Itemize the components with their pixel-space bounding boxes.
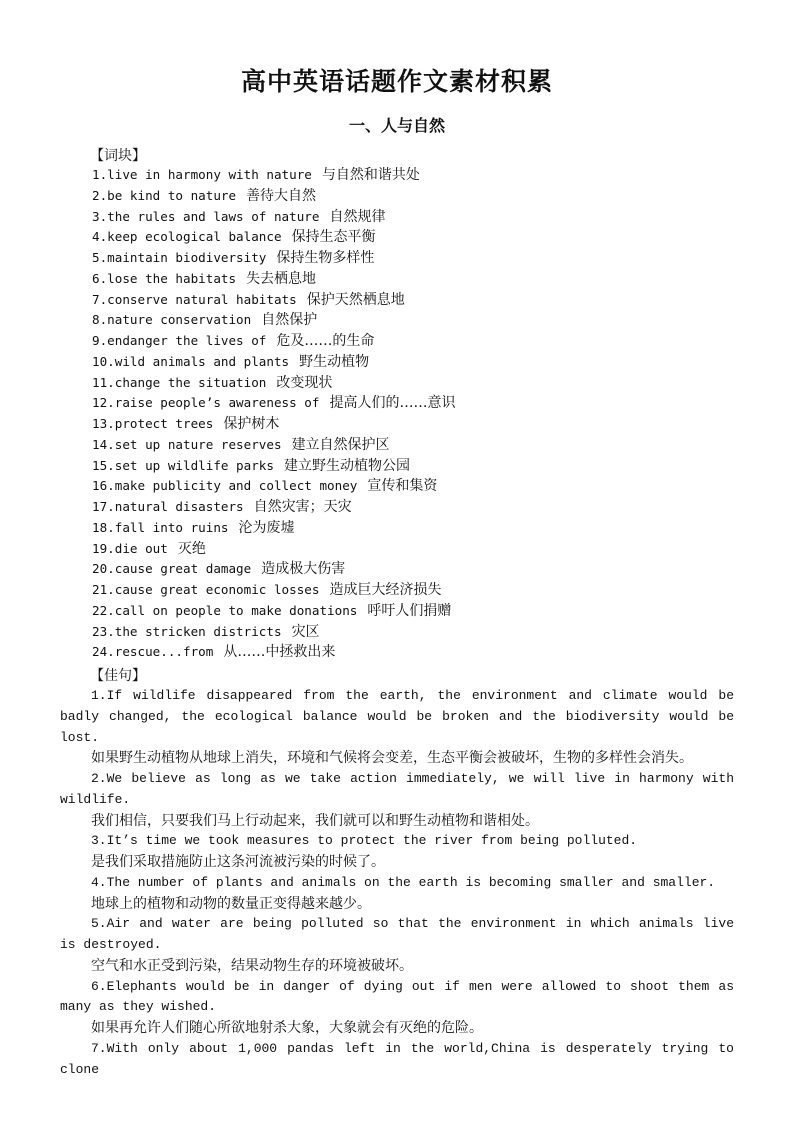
sentences-heading: 【佳句】 (90, 668, 146, 684)
sentence-english: 4.The number of plants and animals on the earth is becoming smaller and smaller. (91, 874, 716, 890)
phrase-english: 21.cause great economic losses (92, 582, 320, 597)
phrase-english: 3.the rules and laws of nature (92, 208, 320, 224)
sentence-item (60, 769, 734, 831)
phrase-item (92, 435, 455, 456)
phrase-chinese: 自然保护 (261, 312, 318, 329)
phrase-english: 7.conserve natural habitats (92, 291, 297, 307)
phrase-item (92, 269, 455, 290)
sentence-english: 6.Elephants would be in danger of dying out if men were allowed to shoot them as many as they wished. (60, 978, 734, 1015)
phrase-english: 6.lose the habitats (92, 270, 237, 286)
phrase-chinese: 与自然和谐共处 (321, 167, 420, 183)
phrase-chinese: 保持生物多样性 (276, 250, 375, 266)
phrase-english: 15.set up wildlife parks (92, 457, 274, 473)
phrase-chinese: 沦为废墟 (238, 519, 295, 536)
phrase-item (92, 290, 455, 311)
phrase-english: 17.natural disasters (92, 499, 244, 514)
sentence-item (60, 1039, 734, 1081)
phrase-english: 24.rescue...from (92, 644, 214, 660)
phrase-item (92, 310, 455, 331)
sentence-chinese: 空气和水正受到污染，结果动物生存的环境被破坏。 (91, 957, 413, 974)
phrase-item (92, 476, 455, 497)
sentence-list (60, 686, 734, 1080)
sentence-item (60, 873, 734, 915)
phrase-english: 14.set up nature reserves (92, 436, 282, 452)
phrase-chinese: 保持生态平衡 (291, 229, 376, 246)
sentence-chinese: 是我们采取措施防止这条河流被污染的时候了。 (91, 854, 385, 870)
phrase-chinese: 改变现状 (276, 374, 333, 391)
phrase-chinese: 造成极大伤害 (261, 561, 346, 578)
sentence-chinese: 地球上的植物和动物的数量正变得越来越少。 (91, 895, 371, 912)
phrase-english: 4.keep ecological balance (92, 229, 282, 245)
phrase-english: 16.make publicity and collect money (92, 478, 358, 494)
sentence-item (60, 977, 734, 1039)
phrase-english: 19.die out (92, 540, 168, 556)
phrase-item (92, 622, 455, 643)
sentence-item (60, 686, 734, 769)
phrase-item (92, 580, 455, 601)
sentence-item (60, 914, 734, 976)
phrase-item (92, 414, 455, 435)
phrase-chinese: 呼吁人们捐赠 (367, 602, 452, 619)
phrase-item (92, 456, 455, 477)
sentence-item (60, 831, 734, 873)
phrase-chinese: 自然规律 (329, 208, 386, 225)
sentence-english: 2.We believe as long as we take action immediately, we will live in harmony with wildlife. (60, 771, 734, 807)
phrase-english: 18.fall into ruins (92, 519, 229, 535)
phrase-chinese: 造成巨大经济损失 (329, 582, 442, 598)
phrase-item (92, 518, 455, 539)
phrase-item (92, 497, 455, 518)
phrase-item (92, 186, 455, 207)
phrase-item (92, 559, 455, 580)
phrase-chinese: 灾区 (291, 623, 320, 640)
phrase-english: 5.maintain biodiversity (92, 250, 267, 265)
phrase-english: 11.change the situation (92, 374, 267, 390)
phrase-chinese: 建立野生动植物公园 (283, 457, 410, 474)
phrase-chinese: 宣传和集资 (367, 478, 438, 495)
phrases-heading: 【词块】 (90, 148, 146, 164)
phrase-item (92, 165, 455, 186)
phrase-english: 9.endanger the lives of (92, 333, 267, 348)
phrase-english: 23.the stricken districts (92, 623, 282, 639)
phrase-item (92, 373, 455, 394)
phrase-chinese: 保护树木 (223, 416, 280, 432)
phrase-item (92, 248, 455, 269)
phrase-chinese: 提高人们的……意识 (329, 395, 456, 412)
phrase-english: 22.call on people to make donations (92, 602, 358, 618)
sentence-english: 3.It’s time we took measures to protect the river from being polluted. (91, 833, 638, 849)
phrase-chinese: 失去栖息地 (246, 270, 317, 287)
phrase-english: 12.raise people’s awareness of (92, 395, 320, 411)
phrase-english: 10.wild animals and plants (92, 353, 290, 369)
phrase-chinese: 危及……的生命 (276, 333, 375, 349)
phrase-english: 2.be kind to nature (92, 187, 237, 203)
phrase-item (92, 642, 455, 663)
phrase-chinese: 从……中拯救出来 (223, 644, 336, 661)
phrase-item (92, 331, 455, 352)
phrase-chinese: 自然灾害；天灾 (253, 499, 352, 515)
phrase-english: 8.nature conservation (92, 312, 252, 328)
phrase-chinese: 野生动植物 (299, 353, 370, 370)
phrase-item (92, 207, 455, 228)
section-title: 一、人与自然 (348, 116, 445, 135)
sentence-english: 7.With only about 1,000 pandas left in the world,China is desperately trying to clone (60, 1040, 734, 1077)
phrase-item (92, 393, 455, 414)
phrase-english: 13.protect trees (92, 416, 214, 431)
sentence-english: 5.Air and water are being polluted so that the environment in which animals live is destroyed. (60, 916, 734, 952)
phrase-english: 1.live in harmony with nature (92, 167, 312, 182)
sentence-chinese: 如果野生动植物从地球上消失，环境和气候将会变差，生态平衡会被破坏，生物的多样性会消失。 (91, 750, 693, 767)
phrase-item (92, 539, 455, 560)
sentence-chinese: 如果再允许人们随心所欲地射杀大象，大象就会有灭绝的危险。 (91, 1020, 483, 1036)
phrase-item (92, 352, 455, 373)
phrase-chinese: 建立自然保护区 (291, 436, 390, 453)
phrase-list (92, 165, 455, 663)
phrase-chinese: 灭绝 (177, 540, 206, 557)
phrase-chinese: 善待大自然 (246, 187, 317, 204)
phrase-item (92, 601, 455, 622)
phrase-item (92, 227, 455, 248)
page-title: 高中英语话题作文素材积累 (240, 67, 553, 96)
sentence-chinese: 我们相信，只要我们马上行动起来，我们就可以和野生动植物和谐相处。 (91, 812, 539, 829)
phrase-chinese: 保护天然栖息地 (306, 291, 405, 308)
sentence-english: 1.If wildlife disappeared from the earth, the environment and climate would be badly changed, the ecological balance would be broken and the biodiversity would be lost. (60, 688, 734, 745)
phrase-english: 20.cause great damage (92, 561, 252, 577)
